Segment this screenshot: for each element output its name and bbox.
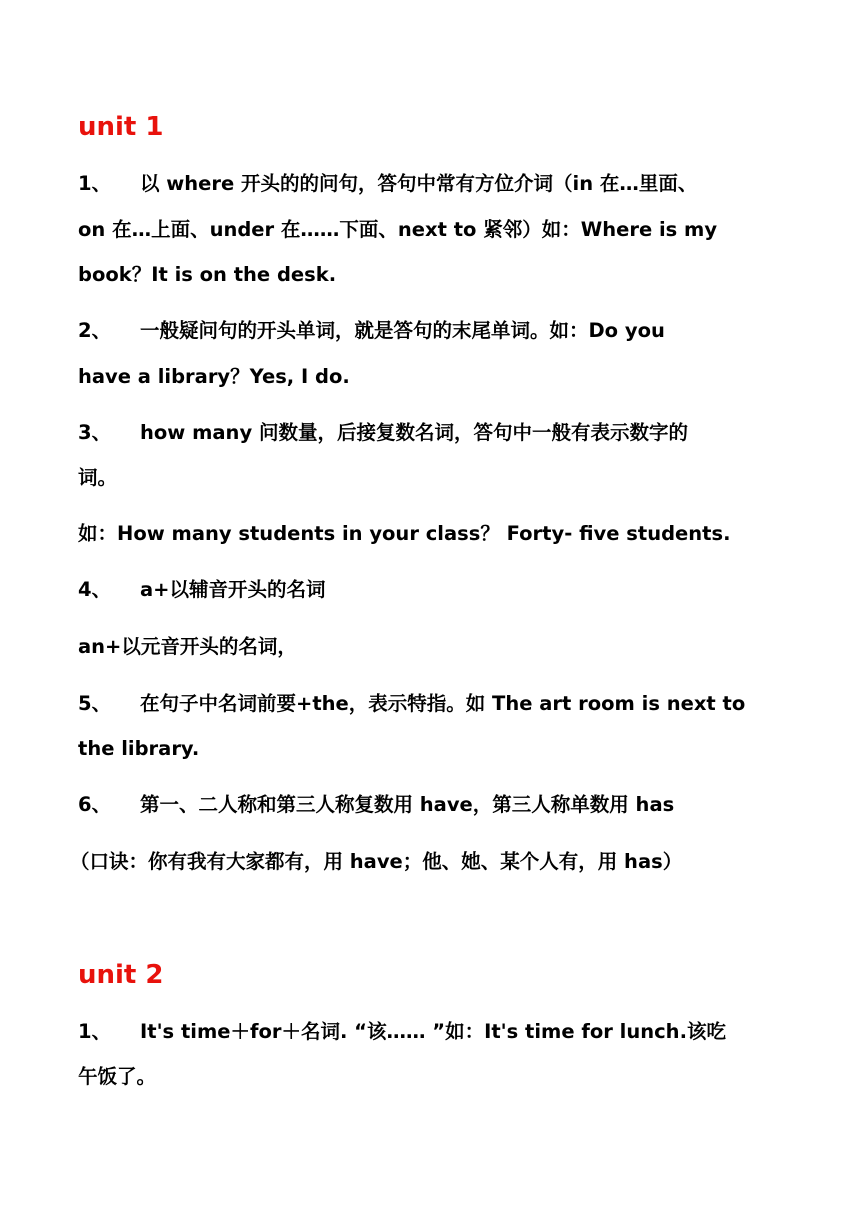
unit-1-item-6-line-1 (78, 792, 784, 818)
item-number: 1、 (78, 172, 112, 195)
unit-1-heading: unit 1 (78, 112, 164, 142)
item-number: 1、 (78, 1020, 112, 1043)
item-text: 以 where 开头的的问句，答句中常有方位介词（in 在…里面、 (140, 172, 698, 195)
unit-1-item-3-line-2: 词。 (78, 466, 118, 489)
unit-1-item-4-line-1 (78, 577, 784, 603)
unit-2-heading: unit 2 (78, 960, 164, 990)
unit-2-item-1-line-1 (78, 1019, 784, 1045)
item-number: 5、 (78, 692, 112, 715)
unit-1-item-5-line-2: the library. (78, 737, 200, 760)
item-text: how many 问数量，后接复数名词，答句中一般有表示数字的 (140, 421, 688, 444)
item-number: 4、 (78, 578, 112, 601)
item-text: a+以辅音开头的名词 (140, 578, 326, 601)
unit-1-item-6-line-2: （口诀：你有我有大家都有，用 have；他、她、某个人有，用 has） (70, 850, 683, 873)
unit-1-item-2-line-2: have a library？Yes, I do. (78, 365, 350, 388)
unit-1-item-4-line-2: an+以元音开头的名词， (78, 635, 297, 658)
unit-1-item-1-line-3: book？It is on the desk. (78, 263, 337, 286)
unit-1-item-2-line-1 (78, 318, 784, 344)
unit-1-item-3-line-1 (78, 420, 784, 446)
unit-1-item-1-line-2: on 在…上面、under 在……下面、next to 紧邻）如：Where is my (78, 218, 718, 241)
unit-1-item-1-line-1 (78, 171, 784, 197)
item-text: It's time＋for＋名词. “该…… ”如：It's time for lunch.该吃 (140, 1020, 726, 1043)
item-text: 一般疑问句的开头单词，就是答句的末尾单词。如：Do you (140, 319, 665, 342)
unit-2-item-1-line-2: 午饭了。 (78, 1065, 157, 1088)
item-number: 2、 (78, 319, 112, 342)
unit-1-item-3-line-3: 如：How many students in your class？ Forty- five students. (78, 522, 731, 545)
item-number: 6、 (78, 793, 112, 816)
item-number: 3、 (78, 421, 112, 444)
item-text: 在句子中名词前要+the，表示特指。如 The art room is next to (140, 692, 746, 715)
unit-1-item-5-line-1 (78, 691, 784, 717)
item-text: 第一、二人称和第三人称复数用 have，第三人称单数用 has (140, 793, 675, 816)
